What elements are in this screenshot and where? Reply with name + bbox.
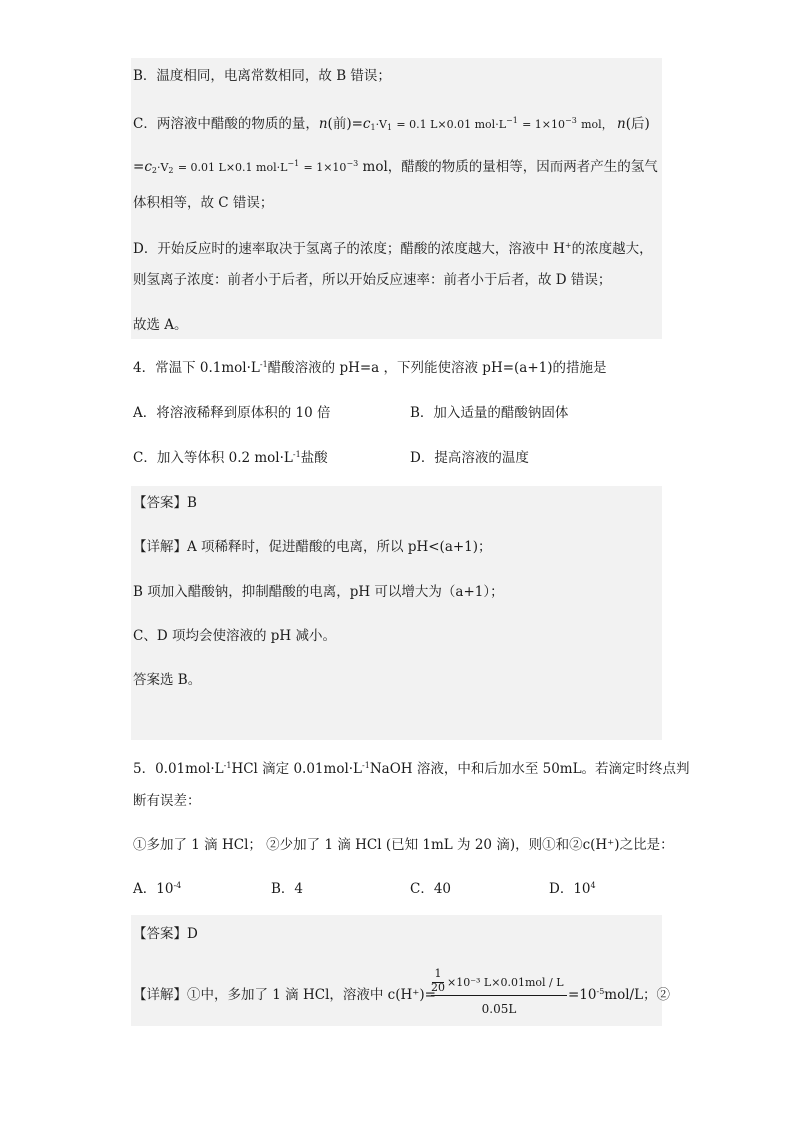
- fraction-bar: [431, 995, 567, 996]
- fraction-numerator-one: 1: [434, 967, 442, 980]
- fraction-numerator-twenty: 20: [431, 981, 445, 994]
- question-5-stem-1: 5．$0.01mol\cdot L^{-1}HCl$ 滴定 $0.01mol\cdot L^{-1}NaOH$ 溶液，中和后加水至 50mL。若滴定时终点判: [133, 761, 690, 777]
- question-5-option-b: B．4: [271, 881, 304, 897]
- question-4-option-b: B．加入适量的醋酸钠固体: [410, 405, 569, 421]
- solution-block-q5: [131, 915, 662, 1026]
- question-4-option-c: C．加入等体积 0.2 $mol\cdot L^{-1}$盐酸: [133, 450, 328, 466]
- solution-line-c1: C．两溶液中醋酸的物质的量，n(前)$=c_1\cdot V_1 = 0.1$ L×0.01 $mol\cdot L^{-1} = 1\times 10^{-3}$ mol， n(后): [133, 116, 650, 132]
- question-4-option-d: D．提高溶液的温度: [410, 450, 529, 466]
- solution-line-d1: D．开始反应时的速率取决于氢离子的浓度；醋酸的浓度越大，溶液中 H+的浓度越大，: [133, 241, 653, 257]
- question-5-detail-lead: 【详解】①中，多加了 1 滴 HCl，溶液中 c(H⁺)=: [133, 987, 436, 1003]
- question-5-option-a: A．$10^{-4}$: [133, 881, 182, 897]
- question-5-answer: 【答案】D: [133, 926, 198, 942]
- question-4-answer: 【答案】B: [133, 495, 197, 511]
- question-5-option-d: D．$10^4$: [549, 881, 596, 897]
- question-5-stem-3: ①多加了 1 滴 HCl； ②少加了 1 滴 HCl (已知 1mL 为 20 滴)，则①和②c(H⁺)之比是：: [133, 837, 674, 853]
- solution-line-c2: $=c_2\cdot V_2 = 0.01$ L×0.1 $mol\cdot L^{-1} = 1\times 10^{-3}$ mol，醋酸的物质的量相等，因而两者产生的氢气: [133, 159, 658, 175]
- question-4-option-a: A．将溶液稀释到原体积的 10 倍: [133, 405, 331, 421]
- solution-block-q4: [131, 486, 662, 740]
- question-5-stem-2: 断有误差：: [133, 793, 201, 809]
- question-4-detail-1: 【详解】A 项稀释时，促进醋酸的电离，所以 pH<(a+1)；: [133, 539, 492, 555]
- solution-line-d2: 则氢离子浓度：前者小于后者，所以开始反应速率：前者小于后者，故 D 错误；: [133, 272, 612, 288]
- concentration-fraction: [431, 967, 567, 1025]
- question-4-detail-2: B 项加入醋酸钠，抑制醋酸的电离，pH 可以增大为（a+1）；: [133, 584, 504, 600]
- fraction-denominator: 0.05L: [481, 1002, 517, 1016]
- solution-conclusion: 故选 A。: [133, 317, 188, 333]
- fraction-numerator-rest: ×10⁻³ L×0.01mol / L: [447, 976, 564, 989]
- question-5-option-c: C．40: [410, 881, 452, 897]
- question-4-detail-3: C、D 项均会使溶液的 pH 减小。: [133, 628, 336, 644]
- solution-line-b: B．温度相同，电离常数相同，故 B 错误；: [133, 68, 391, 84]
- question-4-detail-4: 答案选 B。: [133, 672, 202, 688]
- solution-line-c3: 体积相等，故 C 错误；: [133, 195, 274, 211]
- question-5-detail-result: $=10^{-5}mol/L$；②: [568, 987, 671, 1003]
- question-4-stem: 4．常温下 $0.1mol\cdot L^{-1}$醋酸溶液的 pH=a ，下列能使溶液 pH=(a+1)的措施是: [133, 360, 607, 376]
